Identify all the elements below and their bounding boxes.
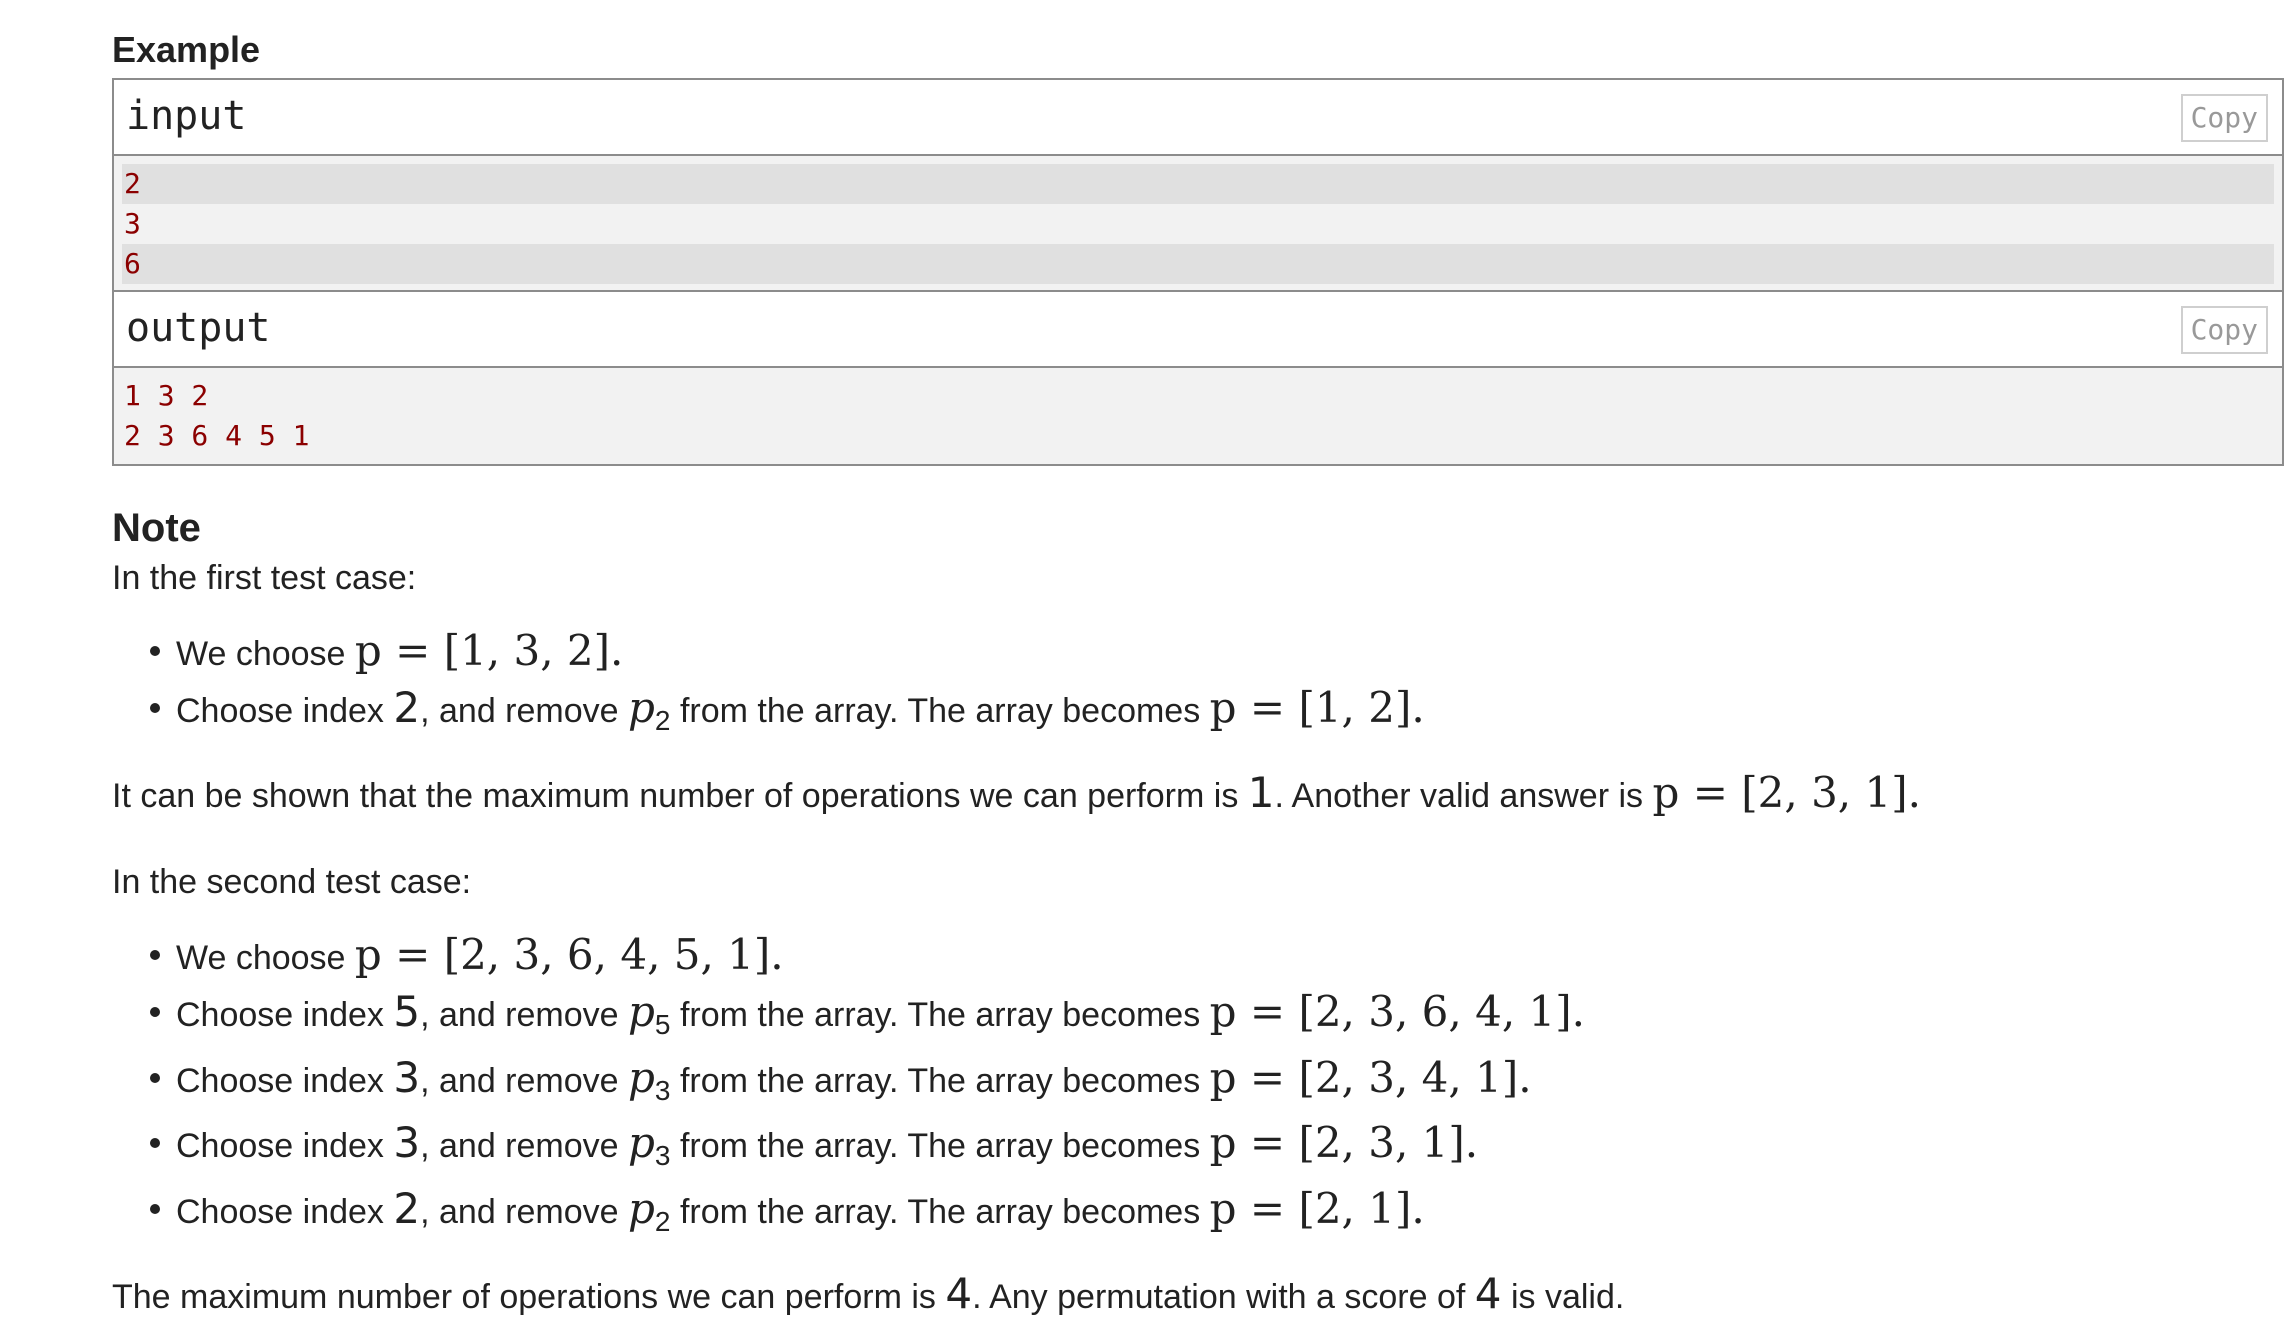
- list-item: [176, 1182, 2282, 1248]
- step-sub: 3: [654, 1140, 671, 1172]
- step-pre: Choose index: [176, 692, 384, 730]
- step-index: 2: [393, 683, 421, 732]
- step-sub: 5: [654, 1008, 671, 1040]
- step-math: p = [2, 3, 6, 4, 1].: [1209, 986, 1585, 1036]
- list-item: [176, 681, 2282, 747]
- conclusion-math: p = [2, 3, 1].: [1652, 767, 1921, 817]
- step-post: from the array. The array becomes: [679, 995, 1201, 1034]
- second-case-intro: In the second test case:: [112, 862, 472, 901]
- step-pre: Choose index: [176, 1061, 384, 1100]
- step-pre: Choose index: [176, 995, 384, 1034]
- list-item: [176, 928, 2282, 985]
- step-mid: , and remove: [420, 692, 619, 730]
- output-box: [112, 292, 2284, 466]
- step-index: 3: [393, 1118, 421, 1168]
- output-header: [114, 292, 2282, 368]
- copy-output-button[interactable]: Copy: [2181, 306, 2268, 354]
- conclusion-text: . Any permutation with a score of: [972, 1277, 1466, 1316]
- conclusion-text: . Another valid answer is: [1274, 776, 1644, 815]
- step-text: We choose: [176, 635, 346, 673]
- copy-input-button[interactable]: Copy: [2181, 94, 2268, 142]
- step-sub: 3: [654, 1074, 671, 1106]
- list-item: [176, 624, 2282, 681]
- conclusion-text: It can be shown that the maximum number of operations we can perform is: [112, 776, 1239, 815]
- input-label: input: [126, 93, 247, 139]
- step-post: from the array. The array becomes: [679, 692, 1201, 730]
- conclusion-number: 1: [1247, 767, 1275, 817]
- step-math: p = [2, 3, 6, 4, 5, 1].: [354, 929, 784, 979]
- problem-statement: [112, 22, 2282, 1321]
- conclusion-number: 4: [945, 1268, 973, 1318]
- output-line: 1 3 2: [124, 379, 209, 412]
- step-index: 5: [393, 986, 421, 1036]
- step-math: p = [1, 2].: [1209, 683, 1425, 732]
- step-pre: Choose index: [176, 1127, 384, 1166]
- step-sub: 2: [654, 1205, 671, 1237]
- step-var: p: [628, 1052, 655, 1102]
- step-var: p: [628, 683, 655, 732]
- input-line: 6: [122, 244, 2274, 284]
- input-line: 2: [122, 164, 2274, 204]
- step-post: from the array. The array becomes: [679, 1061, 1201, 1100]
- step-mid: , and remove: [420, 995, 619, 1034]
- step-mid: , and remove: [420, 1061, 619, 1100]
- step-math: p = [1, 3, 2].: [354, 626, 624, 675]
- step-var: p: [628, 1184, 655, 1234]
- conclusion-text: is valid.: [1510, 1277, 1625, 1316]
- input-content: [114, 156, 2282, 290]
- conclusion-number: 4: [1474, 1268, 1502, 1318]
- first-case-intro: In the first test case:: [112, 559, 417, 597]
- step-math: p = [2, 3, 4, 1].: [1209, 1052, 1532, 1102]
- list-item: [176, 1116, 2282, 1182]
- step-pre: Choose index: [176, 1193, 384, 1232]
- first-case-steps: [112, 624, 2282, 747]
- conclusion-text: The maximum number of operations we can perform is: [112, 1277, 936, 1316]
- step-post: from the array. The array becomes: [679, 1127, 1201, 1166]
- list-item: [176, 985, 2282, 1051]
- input-header: [114, 80, 2282, 156]
- output-line: 2 3 6 4 5 1: [124, 419, 310, 452]
- example-title: Example: [112, 29, 261, 70]
- second-case-conclusion: [112, 1270, 2282, 1321]
- step-index: 2: [393, 1184, 421, 1234]
- step-sub: 2: [654, 704, 671, 736]
- step-mid: , and remove: [420, 1127, 619, 1166]
- list-item: [176, 1051, 2282, 1117]
- step-math: p = [2, 3, 1].: [1209, 1118, 1479, 1168]
- note-title: Note: [112, 506, 201, 550]
- input-line: 3: [122, 204, 2274, 244]
- step-var: p: [628, 1118, 655, 1168]
- step-mid: , and remove: [420, 1193, 619, 1232]
- input-box: [112, 78, 2284, 292]
- step-math: p = [2, 1].: [1209, 1184, 1425, 1234]
- output-label: output: [126, 305, 271, 351]
- step-text: We choose: [176, 938, 346, 977]
- output-content: [114, 368, 2282, 464]
- first-case-conclusion: [112, 769, 2282, 820]
- step-index: 3: [393, 1052, 421, 1102]
- step-var: p: [628, 986, 655, 1036]
- step-post: from the array. The array becomes: [679, 1193, 1201, 1232]
- second-case-steps: [112, 928, 2282, 1248]
